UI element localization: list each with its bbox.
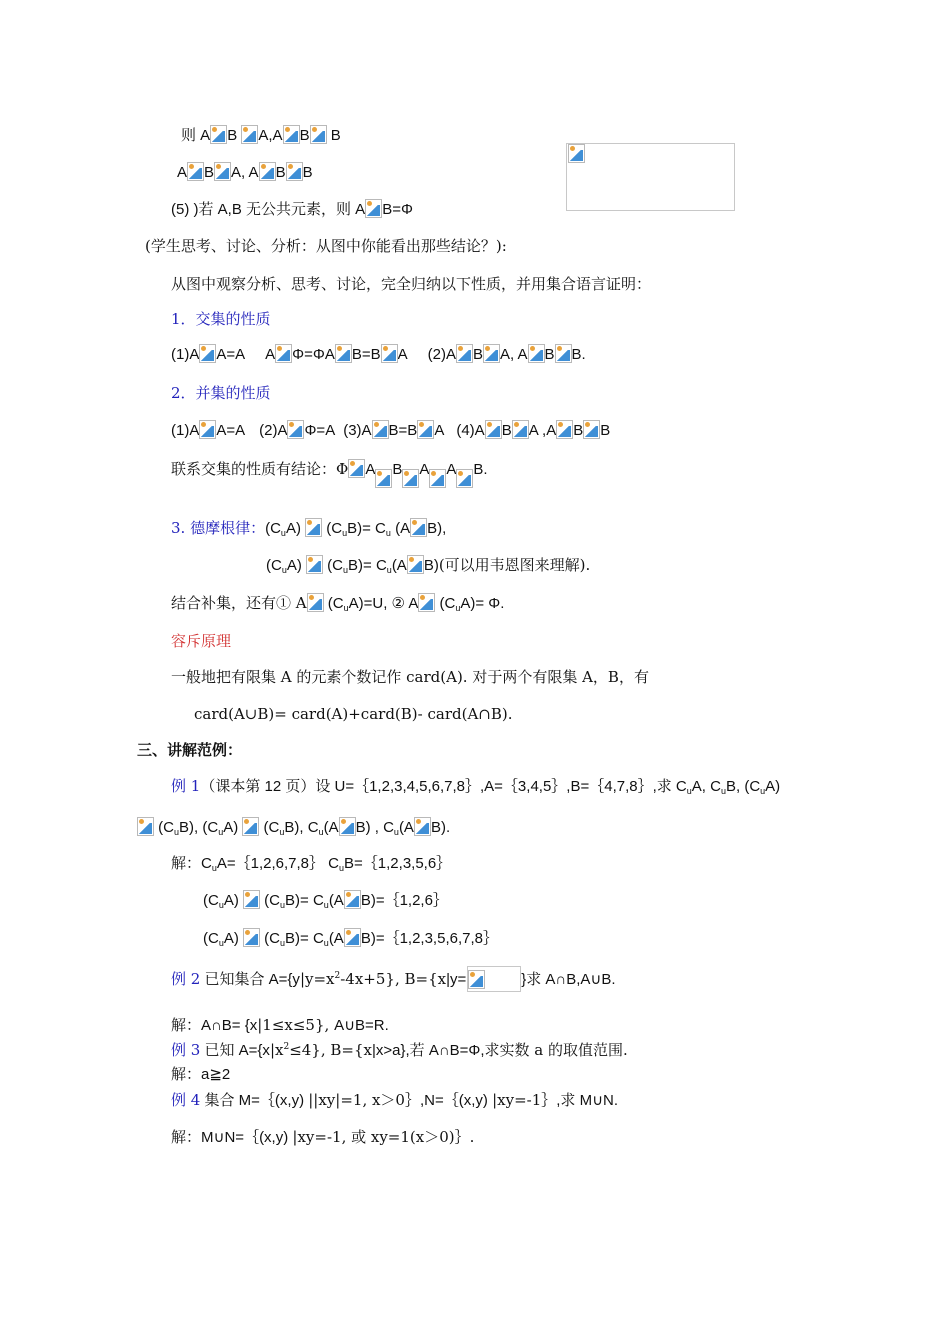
broken-image-icon: [344, 890, 361, 909]
broken-image-icon: [456, 469, 473, 488]
solution-1-line-3: [203, 928, 498, 948]
broken-image-icon: [372, 420, 389, 439]
subscript: u: [218, 938, 224, 948]
subscript: u: [720, 786, 726, 796]
subscript: u: [343, 603, 349, 613]
text: ≤4}, B={x: [289, 1041, 372, 1059]
solution-2: [171, 1015, 389, 1035]
text: 求实数 a 的取值范围.: [484, 1041, 628, 1059]
solution-3: 解：a≧2: [171, 1066, 231, 1083]
text: (A: [328, 892, 344, 909]
text: A: [419, 461, 430, 478]
text: 若 A∩B=Φ,: [409, 1042, 485, 1059]
text: B: [326, 127, 341, 144]
text: B=｛1,2,3,5,6｝: [344, 855, 452, 872]
text: B: [204, 164, 215, 181]
text: ||xy|=1, x＞0｝: [308, 1091, 420, 1109]
broken-image-icon: [410, 518, 427, 537]
subscript: u: [211, 863, 217, 873]
broken-image-icon: [242, 817, 259, 836]
observation-text: 从图中观察分析、思考、讨论，完全归纳以下性质，并用集合语言证明：: [171, 275, 652, 293]
broken-image-icon: [417, 420, 434, 439]
example-1: [171, 776, 780, 796]
broken-image-icon: [407, 555, 424, 574]
card-formula: card(A∪B)= card(A)+card(B)- card(A∩B).: [194, 705, 513, 723]
de-morgan-line-2: [266, 555, 590, 575]
subscript: u: [281, 565, 287, 575]
broken-image-icon: [339, 817, 356, 836]
broken-image-icon: [414, 817, 431, 836]
broken-image-icon: [512, 420, 529, 439]
subscript: u: [342, 528, 348, 538]
text: ,求 M∪N.: [556, 1092, 619, 1109]
heading-union-properties: 2．并集的性质: [171, 384, 271, 402]
text: (可以用韦恩图来理解).: [438, 556, 591, 574]
text: (C: [322, 520, 343, 537]
heading-inclusion-exclusion: 容斥原理: [171, 632, 232, 650]
text: B: [600, 422, 611, 439]
heading-de-morgan: 3. 德摩根律：: [171, 519, 266, 537]
broken-image-icon: [381, 344, 398, 363]
text: B)=｛1,2,3,5,6,7,8｝: [360, 930, 498, 947]
text: A,A: [258, 127, 283, 144]
text: (A: [328, 930, 344, 947]
text: A=A: [216, 422, 246, 439]
text: Φ=A: [304, 422, 336, 439]
subscript: u: [455, 603, 461, 613]
text: (2)A: [427, 346, 456, 363]
superscript: 2: [283, 1042, 290, 1052]
example-label: 例 4: [171, 1091, 201, 1109]
text: 集合 M=｛(x,y): [200, 1092, 309, 1109]
broken-image-icon: [306, 555, 323, 574]
text: B)=｛1,2,6｝: [360, 892, 448, 909]
superscript: 2: [334, 971, 341, 981]
formula-image-box: [467, 966, 521, 992]
subscript: u: [280, 938, 286, 948]
text: A=｛1,2,6,7,8｝ C: [216, 855, 340, 872]
text: (A: [323, 819, 339, 836]
text: |xy=-1｝: [492, 1091, 557, 1109]
solution-4: [171, 1127, 474, 1147]
subscript: u: [339, 863, 345, 873]
text: 解：A∩B= {x: [171, 1017, 258, 1034]
text: A, A: [500, 346, 528, 363]
subscript: u: [760, 786, 766, 796]
venn-figure-frame: [566, 143, 735, 211]
text: B)= C: [348, 557, 387, 574]
text: (C: [203, 892, 219, 909]
text: |xy=-1, 或 xy=1(x＞0)｝.: [292, 1128, 475, 1146]
text: A)= Φ.: [460, 595, 505, 612]
text: (A: [390, 520, 411, 537]
text: A: [446, 461, 457, 478]
broken-image-icon: [556, 420, 573, 439]
text: B)= C: [347, 520, 386, 537]
text: A): [765, 778, 781, 795]
text: A: [434, 422, 445, 439]
broken-image-icon: [214, 162, 231, 181]
text: (5) )若 A,B 无公共元素，则 A: [171, 201, 366, 218]
heading-examples: 三、讲解范例：: [137, 741, 243, 759]
broken-image-icon: [568, 144, 585, 163]
text: B)= C: [285, 892, 324, 909]
broken-image-icon: [528, 344, 545, 363]
text: A∪B=R.: [334, 1017, 389, 1034]
solution-1-line-1: [171, 854, 451, 874]
broken-image-icon: [286, 162, 303, 181]
text: B.: [571, 346, 586, 363]
solution-1-line-2: [203, 890, 448, 910]
broken-image-icon: [199, 344, 216, 363]
example-4: [171, 1090, 618, 1110]
example-2: [171, 966, 616, 986]
text: |y=x: [299, 970, 335, 988]
broken-image-icon: [456, 344, 473, 363]
text: 联系交集的性质有结论：Φ: [171, 460, 349, 478]
text: B=B: [351, 346, 381, 363]
text: (3)A: [343, 422, 372, 439]
example-3: [171, 1040, 628, 1060]
text: B=Φ: [382, 201, 413, 218]
text: B) , C: [355, 819, 394, 836]
text: (C: [154, 819, 174, 836]
text: A ,A: [528, 422, 557, 439]
text: (C: [260, 930, 281, 947]
broken-image-icon: [241, 125, 258, 144]
text: |x>a},: [371, 1042, 410, 1059]
text: B: [275, 164, 286, 181]
subscript: u: [318, 827, 324, 837]
broken-image-icon: [468, 970, 485, 989]
text: 已知 A={x: [200, 1042, 270, 1059]
text: A: [177, 164, 188, 181]
broken-image-icon: [583, 420, 600, 439]
text: B.: [473, 461, 488, 478]
text: B: [573, 422, 584, 439]
text: A)=U, ② A: [348, 595, 419, 612]
broken-image-icon: [310, 125, 327, 144]
text: (4)A: [456, 422, 485, 439]
text: (C: [323, 595, 344, 612]
subscript: u: [686, 786, 692, 796]
text: (2)A: [259, 422, 288, 439]
broken-image-icon: [210, 125, 227, 144]
subscript: u: [218, 827, 224, 837]
example-1-continued: [137, 817, 450, 837]
text: |x: [269, 1041, 284, 1059]
broken-image-icon: [344, 928, 361, 947]
example-label: 例 2: [171, 970, 201, 988]
broken-image-icon: [555, 344, 572, 363]
broken-image-icon: [335, 344, 352, 363]
text: -4x+5}, B={x: [340, 970, 447, 988]
text: (C: [259, 819, 280, 836]
subscript: u: [343, 565, 349, 575]
heading-intersection-properties: 1．交集的性质: [171, 310, 271, 328]
broken-image-icon: [375, 469, 392, 488]
broken-image-icon: [137, 817, 154, 836]
subscript: u: [174, 827, 180, 837]
text: B), C: [284, 819, 319, 836]
text: (C: [435, 595, 456, 612]
text: B): [423, 557, 439, 574]
text: B: [472, 346, 483, 363]
text: 解：C: [171, 855, 212, 872]
text: (C: [266, 557, 282, 574]
text: B).: [430, 819, 451, 836]
example-label: 例 1: [171, 777, 201, 795]
broken-image-icon: [365, 199, 382, 218]
text: B, (C: [725, 778, 761, 795]
text: B: [302, 164, 313, 181]
broken-image-icon: [243, 928, 260, 947]
union-properties-line: [171, 420, 610, 440]
text: Φ=ΦA: [292, 346, 335, 363]
broken-image-icon: [307, 593, 324, 612]
property-line-1: [181, 125, 341, 145]
text: |y=: [446, 971, 467, 988]
text: A): [285, 520, 306, 537]
card-definition: 一般地把有限集 A 的元素个数记作 card(A). 对于两个有限集 A，B，有: [171, 668, 649, 686]
text: B: [299, 127, 310, 144]
subscript: u: [280, 528, 286, 538]
text: （课本第 12 页）设 U=｛1,2,3,4,5,6,7,8｝,A=｛3,4,5｝,B=｛4,7,8｝,求 C: [200, 778, 687, 795]
subscript: u: [393, 827, 399, 837]
text: A=A: [216, 346, 246, 363]
text: (C: [265, 520, 281, 537]
text: A, A: [231, 164, 259, 181]
combined-conclusion-line: [171, 459, 488, 479]
broken-image-icon: [287, 420, 304, 439]
text: (1)A: [171, 422, 200, 439]
text: A): [286, 557, 307, 574]
text: A): [223, 819, 243, 836]
text: (C: [260, 892, 281, 909]
broken-image-icon: [305, 518, 322, 537]
text: A: [365, 461, 376, 478]
broken-image-icon: [485, 420, 502, 439]
text: A: [397, 346, 408, 363]
property-line-2: [177, 162, 313, 182]
text: B)= C: [285, 930, 324, 947]
text: (A: [398, 819, 414, 836]
text: 结合补集，还有① A: [171, 594, 307, 612]
subscript: u: [279, 827, 285, 837]
text: (A: [391, 557, 407, 574]
subscript: u: [218, 900, 224, 910]
text: ,N=｛(x,y): [419, 1092, 493, 1109]
text: (C: [323, 557, 344, 574]
text: A): [223, 892, 244, 909]
subscript: u: [323, 900, 329, 910]
broken-image-icon: [402, 469, 419, 488]
broken-image-icon: [199, 420, 216, 439]
broken-image-icon: [283, 125, 300, 144]
subscript: u: [386, 565, 392, 575]
broken-image-icon: [483, 344, 500, 363]
text: B), (C: [179, 819, 219, 836]
broken-image-icon: [275, 344, 292, 363]
text: }求 A∩B,A∪B.: [521, 971, 616, 988]
text: B=B: [388, 422, 418, 439]
broken-image-icon: [418, 593, 435, 612]
text: 解：M∪N=｛(x,y): [171, 1129, 293, 1146]
subscript: u: [323, 938, 329, 948]
text: |1≤x≤5},: [257, 1016, 335, 1034]
broken-image-icon: [429, 469, 446, 488]
text: A, C: [691, 778, 721, 795]
subscript: u: [385, 528, 391, 538]
text: B: [392, 461, 403, 478]
intersection-properties-line: [171, 344, 586, 364]
text: (C: [203, 930, 219, 947]
text: A): [223, 930, 244, 947]
broken-image-icon: [348, 459, 365, 478]
property-line-5: [171, 199, 413, 219]
complement-combination-line: [171, 593, 504, 613]
text: B: [544, 346, 555, 363]
text: 已知集合 A={y: [200, 971, 300, 988]
broken-image-icon: [187, 162, 204, 181]
subscript: u: [280, 900, 286, 910]
example-label: 例 3: [171, 1041, 201, 1059]
text: (1)A: [171, 346, 200, 363]
de-morgan-line-1: [171, 518, 446, 538]
text: B),: [427, 520, 447, 537]
text: 则 A: [181, 127, 211, 144]
text: B: [227, 127, 242, 144]
broken-image-icon: [243, 890, 260, 909]
discussion-prompt: (学生思考、讨论、分析：从图中你能看出那些结论？):: [145, 237, 507, 255]
broken-image-icon: [259, 162, 276, 181]
text: A: [265, 346, 276, 363]
text: B: [501, 422, 512, 439]
